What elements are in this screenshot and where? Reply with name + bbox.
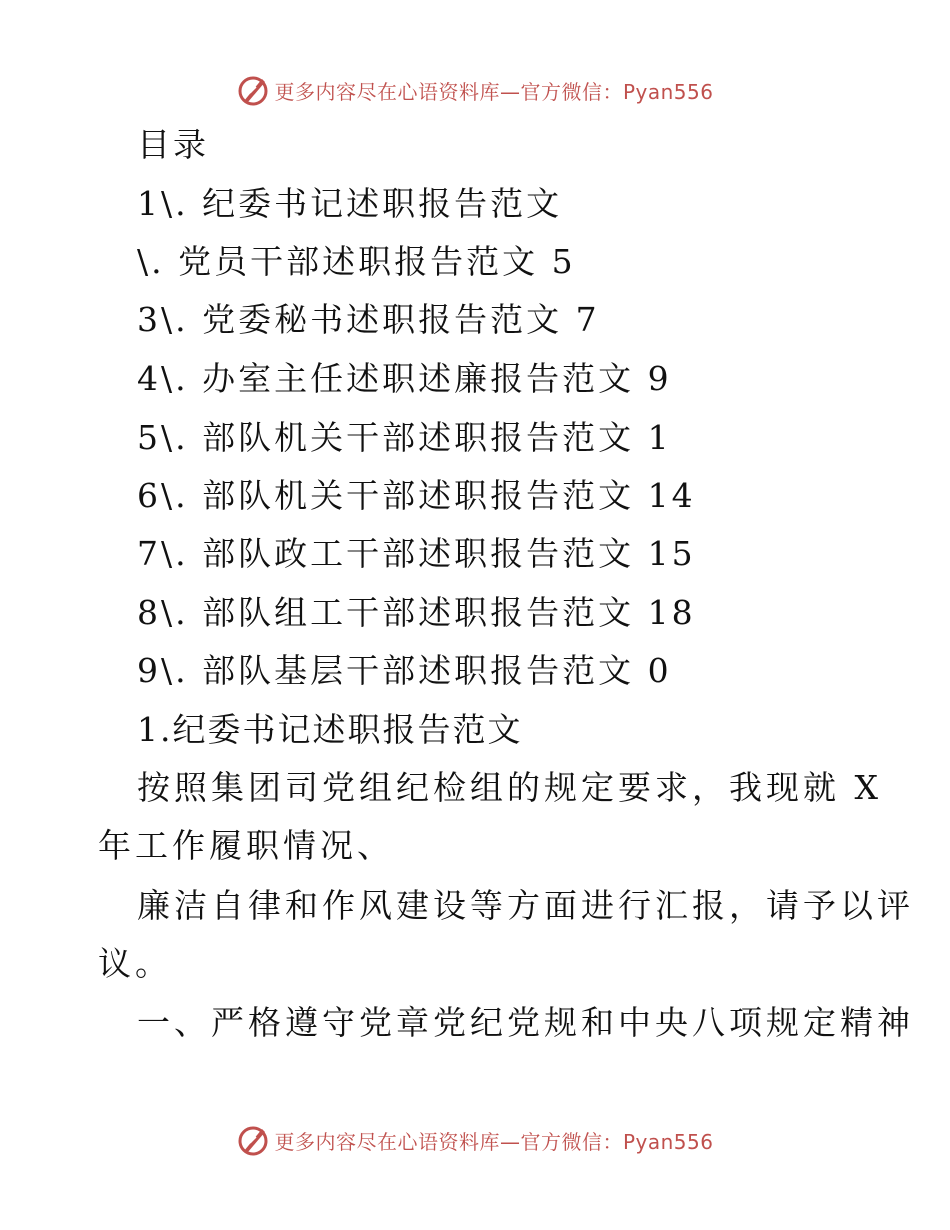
paragraph-line: 按照集团司党组纪检组的规定要求，我现就 X <box>137 768 882 807</box>
footer-watermark <box>0 1120 950 1160</box>
toc-item: 9\. 部队基层干部述职报告范文 0 <box>137 651 672 690</box>
toc-item: 6\. 部队机关干部述职报告范文 14 <box>137 476 696 515</box>
section-title: 1.纪委书记述职报告范文 <box>137 710 523 749</box>
header-watermark-text: 更多内容尽在心语资料库—官方微信：Pyan556 <box>274 79 714 104</box>
quill-logo-icon <box>236 1123 270 1157</box>
paragraph-line: 议。 <box>98 944 172 983</box>
paragraph-line: 年工作履职情况、 <box>98 826 394 865</box>
toc-item: 8\. 部队组工干部述职报告范文 18 <box>137 593 696 632</box>
toc-item: 3\. 党委秘书述职报告范文 7 <box>137 300 600 339</box>
toc-item: 5\. 部队机关干部述职报告范文 1 <box>137 418 672 457</box>
header-watermark <box>0 70 950 110</box>
toc-item: 7\. 部队政工干部述职报告范文 15 <box>137 534 696 573</box>
toc-item: 1\. 纪委书记述职报告范文 <box>137 184 563 223</box>
quill-logo-icon <box>236 73 270 107</box>
footer-watermark-text: 更多内容尽在心语资料库—官方微信：Pyan556 <box>274 1129 714 1154</box>
paragraph-line: 廉洁自律和作风建设等方面进行汇报，请予以评 <box>137 886 914 925</box>
toc-item: \. 党员干部述职报告范文 5 <box>137 242 576 281</box>
section-heading: 一、严格遵守党章党纪党规和中央八项规定精神 <box>137 1003 914 1042</box>
toc-item: 4\. 办室主任述职述廉报告范文 9 <box>137 359 672 398</box>
toc-title: 目录 <box>137 125 209 164</box>
